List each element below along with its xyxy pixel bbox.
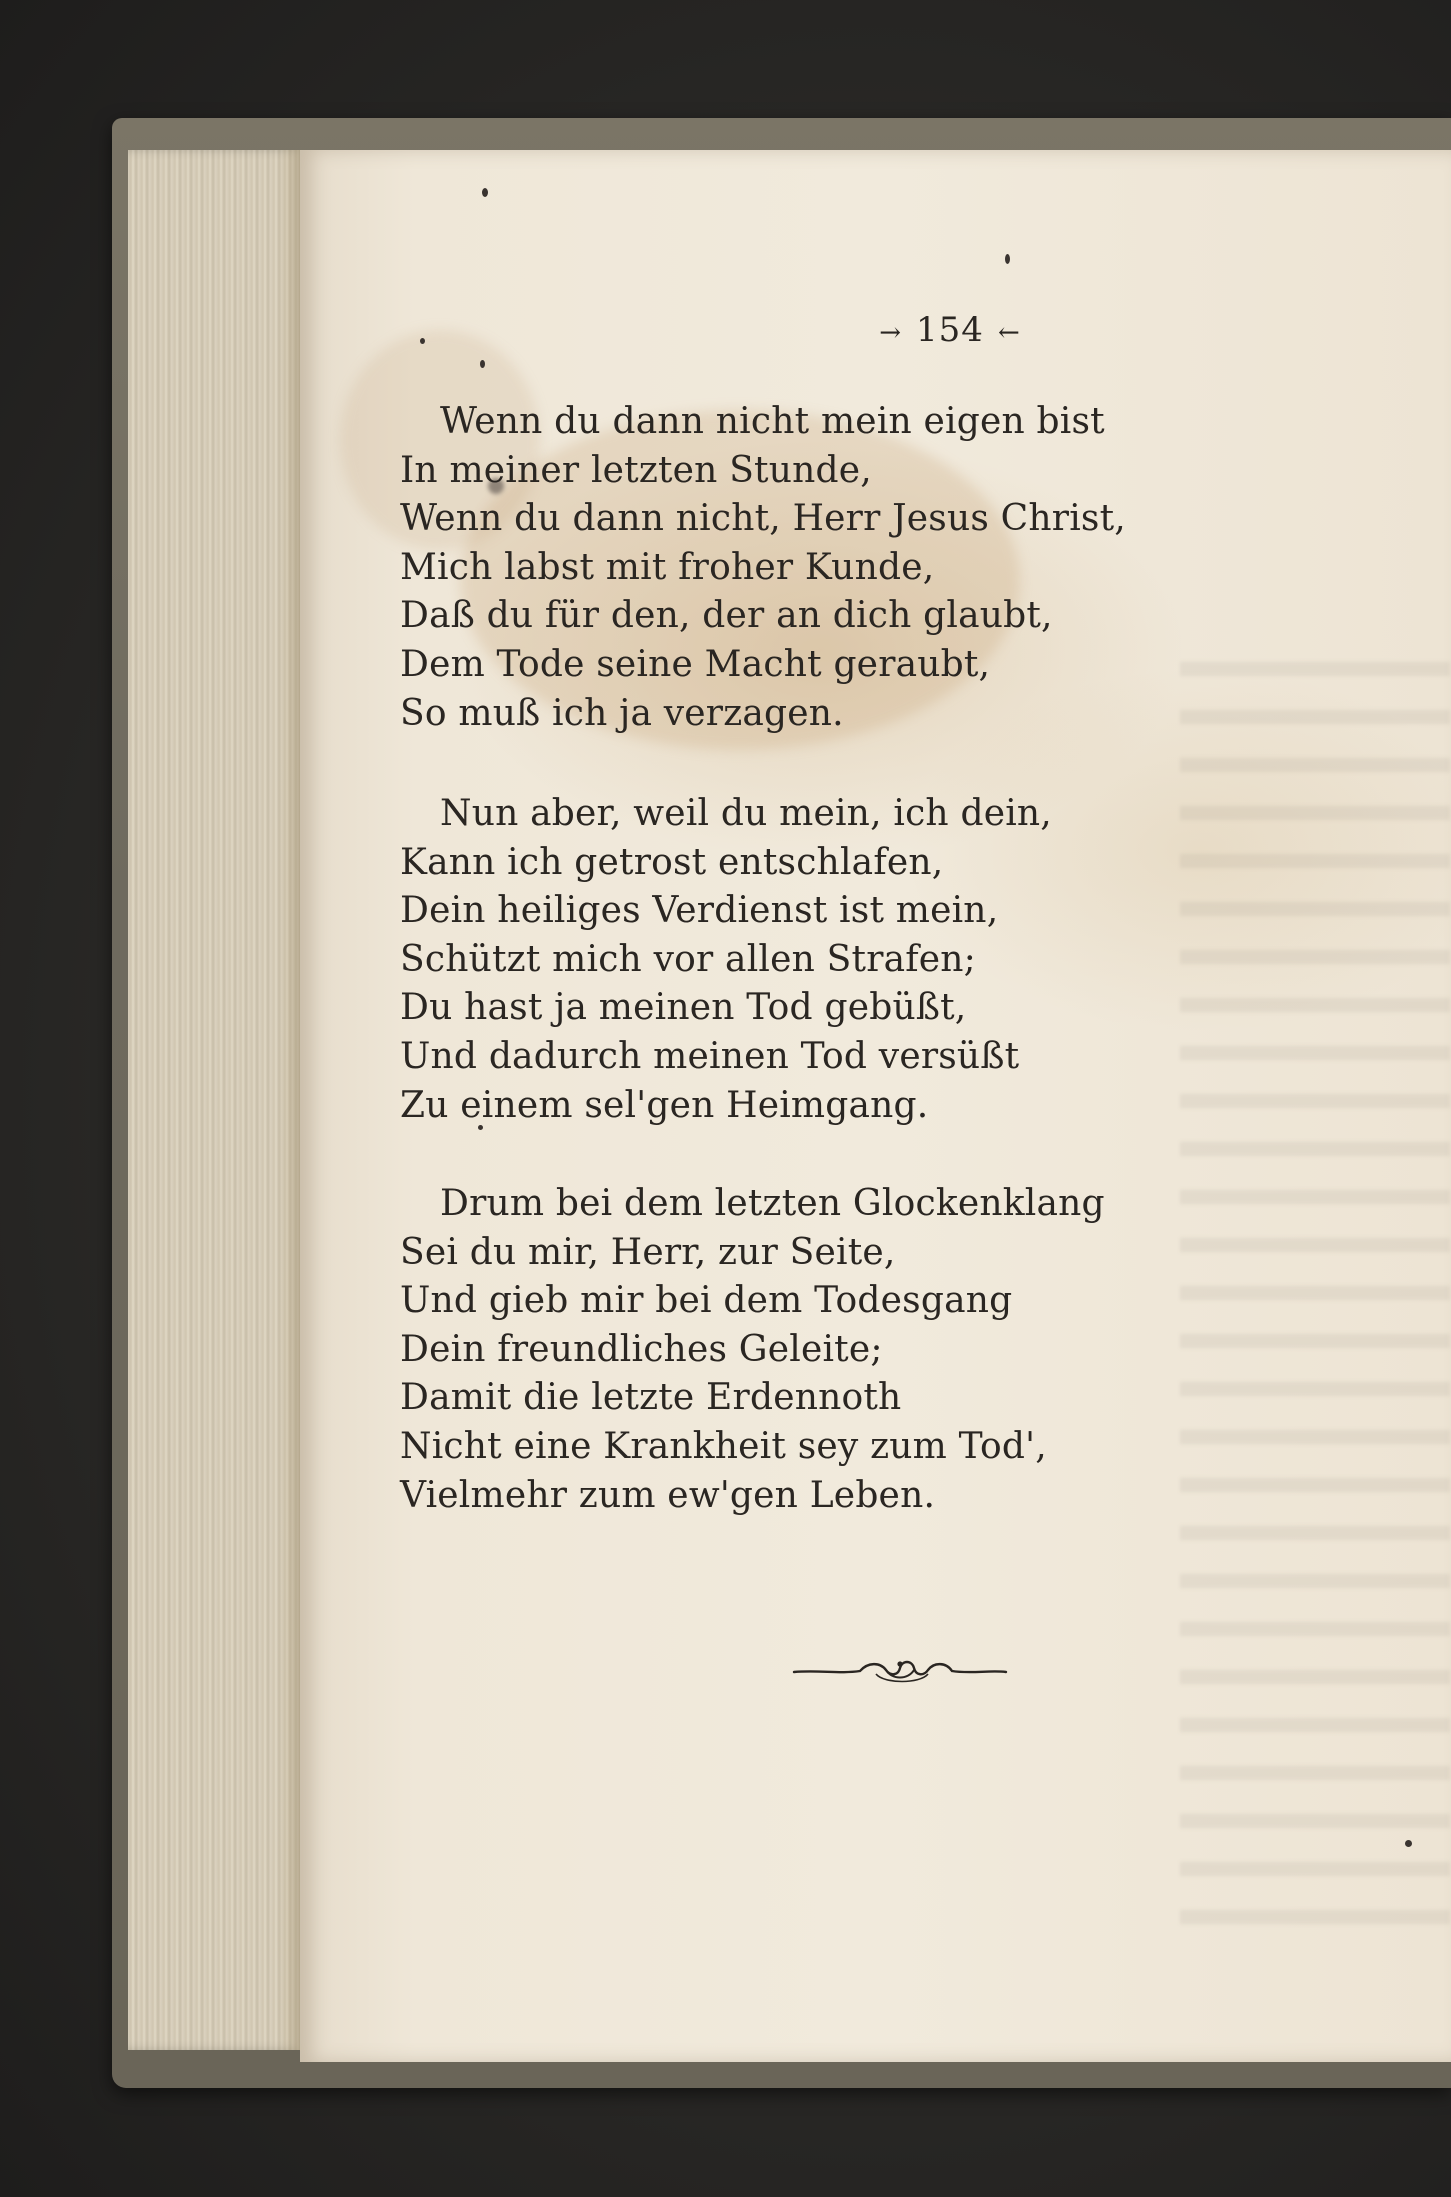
verse-line: Und dadurch meinen Tod versüßt <box>400 1035 1020 1077</box>
page-number-value: 154 <box>916 310 984 350</box>
page-number-right-arrow: ← <box>997 318 1021 348</box>
verse-line: Schützt mich vor allen Strafen; <box>400 938 977 980</box>
page-number-left-arrow: → <box>879 318 903 348</box>
verse-line: Drum bei dem letzten Glockenklang <box>440 1183 1105 1224</box>
verse-line: Wenn du dann nicht, Herr Jesus Christ, <box>400 498 1126 540</box>
stanza-3 <box>400 1180 1220 1520</box>
verse-line: Du hast ja meinen Tod gebüßt, <box>400 987 967 1029</box>
verse-line: Damit die letzte Erdennoth <box>400 1377 902 1419</box>
verse-line: Vielmehr zum ew'gen Leben. <box>400 1474 936 1516</box>
stanza-2 <box>400 790 1220 1130</box>
verse-line: Daß du für den, der an dich glaubt, <box>400 595 1053 637</box>
verse-line: Nun aber, weil du mein, ich dein, <box>440 793 1052 834</box>
page-edges <box>128 150 304 2050</box>
verse-line: Kann ich getrost entschlafen, <box>400 841 944 883</box>
verse-line: Dem Tode seine Macht geraubt, <box>400 643 991 685</box>
verse-line: Dein freundliches Geleite; <box>400 1328 883 1370</box>
verse-line: Mich labst mit froher Kunde, <box>400 546 935 588</box>
verse-line: Und gieb mir bei dem Todesgang <box>400 1280 1013 1322</box>
verse-line: Dein heiliges Verdienst ist mein, <box>400 890 999 932</box>
end-flourish-icon <box>790 1650 1010 1690</box>
verse-line: In meiner letzten Stunde, <box>400 449 872 491</box>
page-number <box>830 310 1070 350</box>
verse-line: Wenn du dann nicht mein eigen bist <box>440 401 1105 442</box>
book-page <box>300 150 1451 2062</box>
stanza-1 <box>400 398 1220 738</box>
verse-line: Nicht eine Krankheit sey zum Tod', <box>400 1425 1047 1467</box>
page-text <box>300 150 1451 2062</box>
verse-line: Zu einem sel'gen Heimgang. <box>400 1084 929 1126</box>
verse-line: So muß ich ja verzagen. <box>400 692 844 734</box>
verse-line: Sei du mir, Herr, zur Seite, <box>400 1231 896 1273</box>
